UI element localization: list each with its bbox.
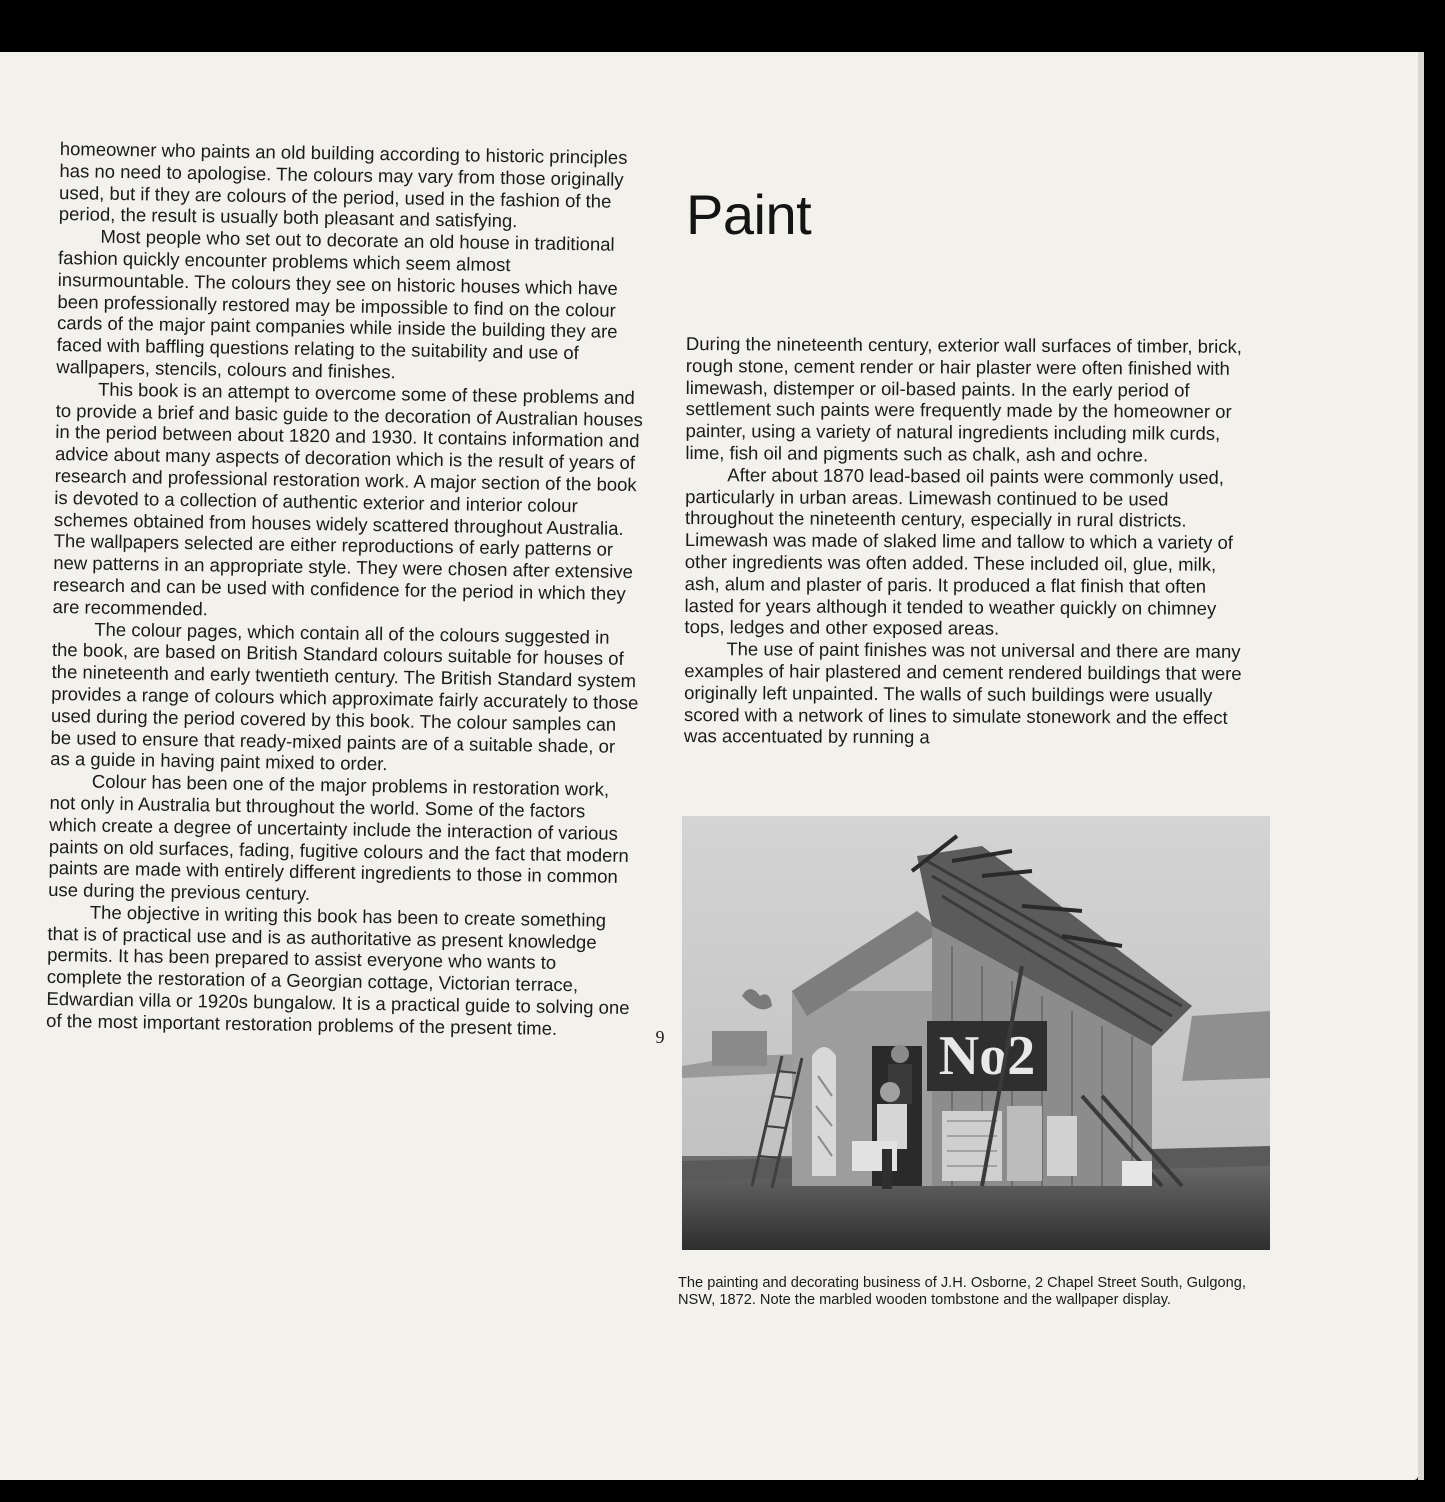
photo-sign-text: No2 [938,1025,1036,1087]
paragraph: This book is an attempt to overcome some of these problems and to provide a brief and basic guide to the decoration of Australian houses in the period between about 1820 and 1930. It contains information and advice about many aspects of decoration which is the result of years of research and professional restoration work. A major section of the book is devoted to a collection of authentic exterior and interior colour schemes obtained from houses widely scattered throughout Australia. The wallpapers selected are either reproductions of early patterns or new patterns in an appropriate style. They were chosen after extensive research and can be used with confidence for the period in which they are recommended. [52,378,644,620]
paragraph: After about 1870 lead-based oil paints were commonly used, particularly in urban areas. Limewash continued to be used throughout the nineteenth century, especially in rural districts. Limewash was made of slaked lime and tallow to which a variety of other ingredients was often added. These included oil, glue, milk, ash, alum and plaster of paris. It produced a flat finish that often lasted for years although it tended to weather quickly on chimney tops, ledges and other exposed areas. [684,463,1234,640]
paragraph: homeowner who paints an old building according to historic principles has no need to apologise. The colours may vary from those originally used, but if they are colours of the period, used in the fashion of the period, the result is usually both pleasant and satisfying. [58,138,628,232]
paragraph: Colour has been one of the major problems in restoration work, not only in Australia but throughout the world. Some of the factors which create a degree of uncertainty include the interaction of various paints on old surfaces, fading, fugitive colours and the fact that modern paints are made with entirely different ingredients to those in common use during the previous century. [48,770,629,905]
paragraph: The colour pages, which contain all of the colours suggested in the book, are based on British Standard colours suitable for houses of the nineteenth and early twentieth century. The British Standard system provides a range of colours which approximate fairly accurately to those used during the period covered by this book. The colour samples can be used to ensure that ready-mixed paints are of a suitable shade, or as a guide in having paint mixed to order. [50,618,639,775]
left-column-text [46,138,648,1041]
paragraph: Most people who set out to decorate an old house in traditional fashion quickly encounter problems which seem almost insurmountable. The colours they see on historic houses which have been professionally restored may be impossible to find on the colour cards of the major paint companies while inside the building they are faced with baffling questions relating to the suitability and use of wallpapers, stencils, colours and finishes. [56,225,619,383]
page-number: 9 [655,1027,665,1047]
paragraph: The objective in writing this book has been to create something that is of practical use and is as authoritative as present knowledge permits. It has been prepared to assist everyone who wants to complete the restoration of a Georgian cottage, Victorian terrace, Edwardian villa or 1920s bungalow. It is a practical guide to solving one of the most important restoration problems of the present time. [45,901,630,1039]
section-title: Paint [686,183,812,246]
historic-photo [682,816,1270,1250]
paragraph: The use of paint finishes was not universal and there are many examples of hair plastered and cement rendered buildings that were originally left unpainted. The walls of such buildings were usually scored with a network of lines to simulate stonework and the effect was accentuated by running a [683,638,1242,748]
paragraph: During the nineteenth century, exterior wall surfaces of timber, brick, rough stone, cement render or hair plaster were often finished with limewash, distemper or oil-based paints. In the early period of settlement such paints were frequently made by the homeowner or painter, using a variety of natural ingredients including milk curds, lime, fish oil and pigments such as chalk, ash and ochre. [685,333,1242,466]
page-edge [1418,52,1424,1480]
photo-caption: The painting and decorating business of J.H. Osborne, 2 Chapel Street South, Gulgong, NSW, 1872. Note the marbled wooden tombstone and the wallpaper display. [678,1275,1246,1308]
right-column-text [684,333,1254,750]
photo-illustration [682,816,1270,1250]
